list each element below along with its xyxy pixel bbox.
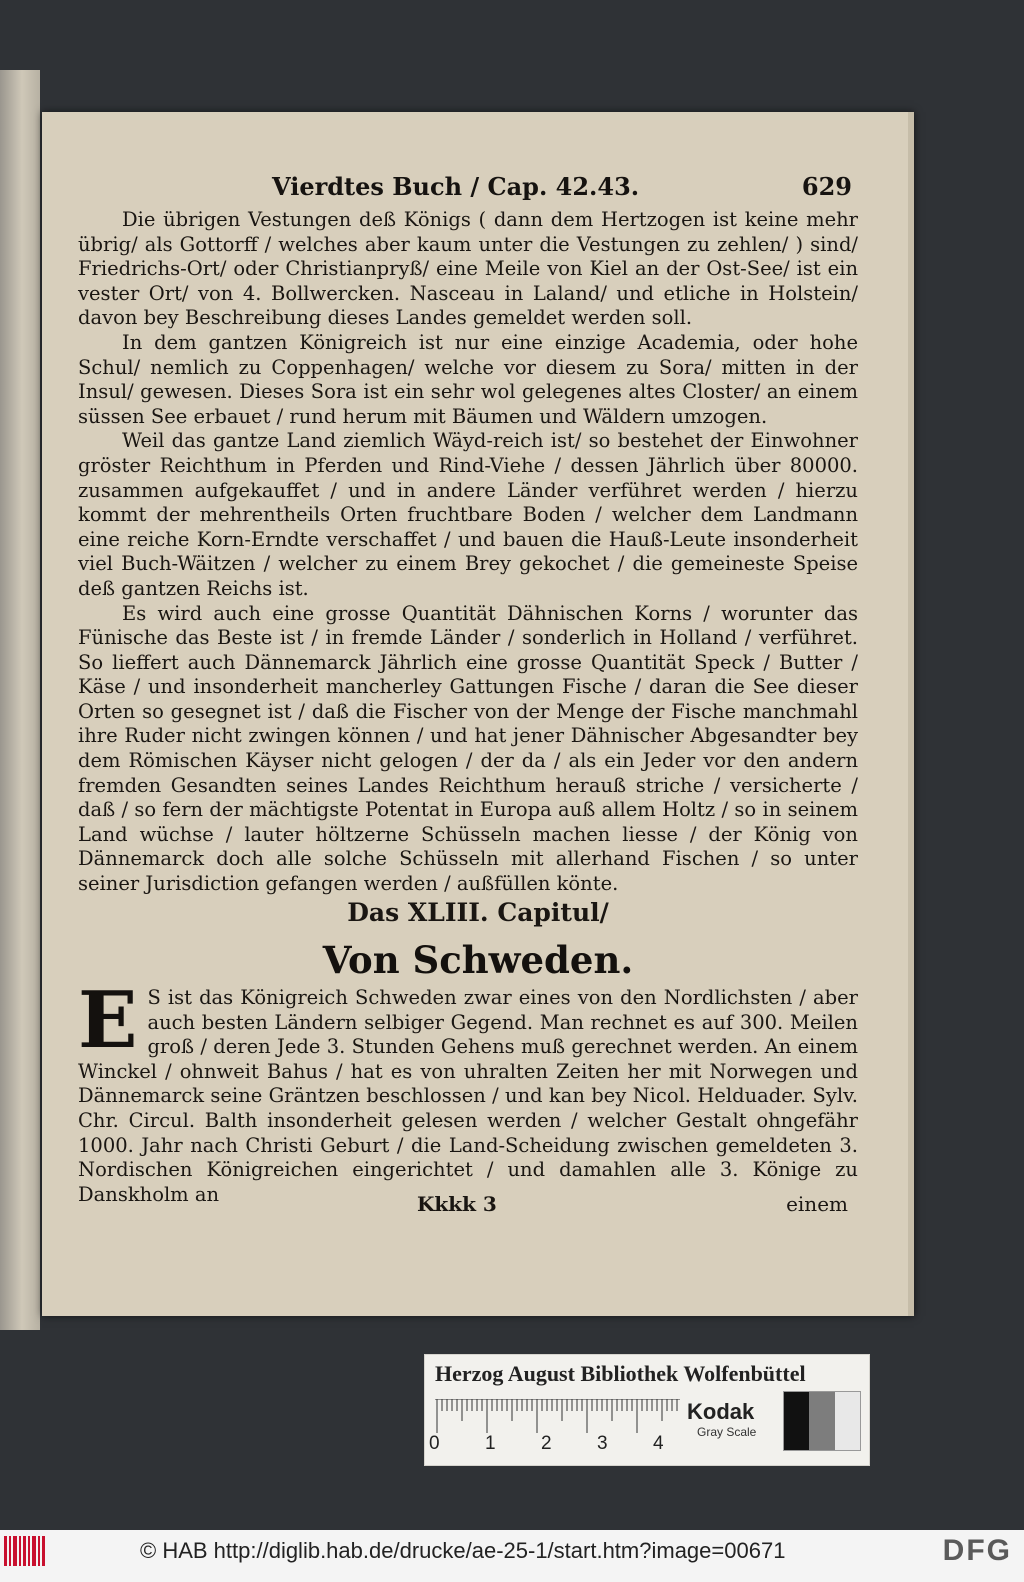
scanned-page xyxy=(42,112,914,1316)
paragraph: In dem gantzen Königreich ist nur eine einzige Academia, oder hohe Schul/ nemlich zu Coppenhagen/ welche vor diesem zu Sora/ mitten in der Insul/ gewesen. Dieses Sora ist ein sehr wol gelegenes altes Closter/ an einem süssen See erbauet / rund herum mit Bäumen und Wäldern umzogen. xyxy=(78,330,858,428)
chapter-paragraph: S ist das Königreich Schweden zwar eines von den Nordlichsten / aber auch besten Ländern selbiger Gegend. Man rechnet es auf 300. Meilen groß / deren Jede 3. Stunden Gehens muß gerechnet werden. An einem Winckel / ohnweit Bahus / hat es von uhralten Zeiten her mit Norwegen und Dännemarck seine Gräntzen beschlossen / und kan bey Nicol. Helduader. Sylv. Chr. Circul. Balth insonderheit gelesen werden / welcher Gestalt ohngefähr 1000. Jahr nach Christi Geburt / die Land-Scheidung zwischen gemeldeten 3. Nordischen Königreichen eingerichtet / und damahlen alle 3. Könige zu Danskholm an xyxy=(78,986,858,1206)
ruler-label: 3 xyxy=(597,1433,608,1454)
chapter-title: Von Schweden. xyxy=(322,938,634,982)
swatch-gray xyxy=(809,1392,834,1450)
chapter-text xyxy=(78,975,858,1207)
gray-scale-label: Gray Scale xyxy=(697,1425,757,1439)
ruler-label: 2 xyxy=(541,1433,552,1454)
barcode-icon xyxy=(4,1536,48,1566)
page-header xyxy=(272,172,852,201)
paragraph: Weil das gantze Land ziemlich Wäyd-reich ist/ so bestehet der Einwohner gröster Reichthum in Pferden und Rind-Viehe / dessen Jährlich über 80000. zusammen aufgekauffet / und in andere Länder verführet werden / hierzu kommt der mehrentheils Orten fruchtbare Boden / welcher dem Landmann eine reiche Korn-Erndte verschaffet / und bauen die Hauß-Leute insonderheit viel Buch-Wäitzen / welcher zu einem Brey gekochet / die gemeineste Speise deß gantzen Reichs ist. xyxy=(78,429,858,600)
ruler-label: 1 xyxy=(485,1433,496,1454)
library-name: Herzog August Bibliothek Wolfenbüttel xyxy=(435,1361,806,1386)
color-calibration-card xyxy=(424,1354,870,1466)
paragraph: Die übrigen Vestungen deß Königs ( dann dem Hertzogen ist keine mehr übrig/ als Gottorff / welches aber kaum unter die Vestungen zu zehlen/ ) sind/ Friedrichs-Ort/ oder Christianpryß/ eine Meile von Kiel an der Ost-See/ ist ein vester Ort/ von 4. Bollwercken. Nasceau in Laland/ und etliche in Holstein/ davon bey Beschreibung dieses Landes gemeldet werden soll. xyxy=(78,208,858,330)
footer-bar xyxy=(0,1530,1024,1582)
running-head: Vierdtes Buch / Cap. 42.43. xyxy=(272,172,640,201)
ruler-label: 0 xyxy=(429,1433,440,1454)
signature-mark: Kkkk 3 xyxy=(417,1192,497,1216)
dfg-logo: DFG xyxy=(942,1534,1012,1567)
chapter-number: Das XLIII. Capitul/ xyxy=(347,898,609,927)
gray-swatches xyxy=(783,1391,861,1451)
ruler-scale xyxy=(435,1399,680,1433)
kodak-logo: Kodak xyxy=(687,1399,755,1424)
catchword: einem xyxy=(786,1192,848,1216)
copyright-url[interactable]: © HAB http://diglib.hab.de/drucke/ae-25-1/start.htm?image=00671 xyxy=(140,1538,786,1563)
page-number: 629 xyxy=(801,172,852,201)
ruler-labels xyxy=(429,1433,679,1457)
drop-cap-initial: E xyxy=(78,975,138,1066)
swatch-black xyxy=(784,1392,809,1450)
swatch-white xyxy=(835,1392,860,1450)
book-left-edge xyxy=(0,70,40,1330)
paragraph: Es wird auch eine grosse Quantität Dähnischen Korns / worunter das Fünische das Beste ist / in fremde Länder / sonderlich in Holland / verführet. So lieffert auch Dännemarck Jährlich eine grosse Quantität Speck / Butter / Käse / und insonderheit mancherley Gattungen Fische / daran die See dieser Orten so gesegnet ist / daß die Fischer von der Menge der Fische manchmahl ihre Ruder nicht zwingen können / und hat jener Dähnischer Abgesandter bey dem Römischen Käyser nicht gelogen / der da / als ein Jeder vor den andern fremden Gesandten seines Landes Reichthum herauß striche / versicherte / daß / so fern der mächtigste Potentat in Europa auß allem Holtz / so in seinem Land wüchse / lauter höltzerne Schüsseln machen liesse / der König von Dännemarck doch alle solche Schüsseln mit allerhand Fischen / so unter seiner Jurisdiction gefangen werden / außfüllen könte. xyxy=(78,601,858,896)
body-text xyxy=(78,208,858,897)
ruler-label: 4 xyxy=(653,1433,664,1454)
